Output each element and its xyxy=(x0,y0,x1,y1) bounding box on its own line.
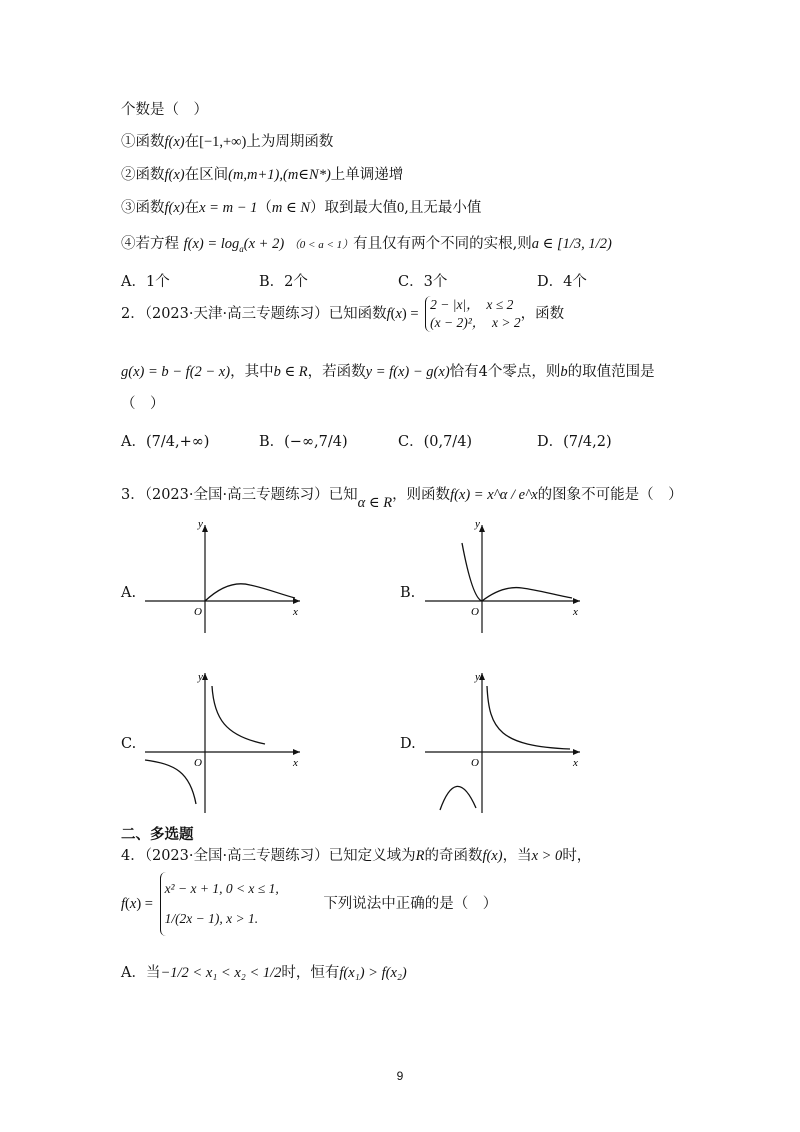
q2-piecewise: 2 − |x|， x ≤ 2 (x − 2)²， x > 2 xyxy=(425,296,521,332)
graph-b-x-label: x xyxy=(573,606,578,618)
graph-a xyxy=(140,515,310,635)
q2-option-c[interactable]: C．(0,7/4) xyxy=(398,434,473,450)
graph-a-x-label: x xyxy=(293,606,298,618)
graph-b-curve-right xyxy=(482,588,572,601)
graph-b-curve-left xyxy=(462,543,482,601)
graph-d-y-label: y xyxy=(475,671,480,683)
q2-option-b[interactable]: B．(−∞,7/4) xyxy=(259,434,348,450)
graph-a-curve xyxy=(205,584,295,601)
graph-a-origin: O xyxy=(194,606,202,618)
q1-statement-2: ②函数f(x)在区间(m,m+1),(m∈N*)上单调递增 xyxy=(121,167,404,183)
q2-question-line-1: 2．（2023·天津·高三专题练习）已知函数f(x) = 2 − |x|， x ≤ 2 (x − 2)²， x > 2，函数 xyxy=(121,297,565,330)
q4-option-a[interactable]: A．当−1/2 < x₁ < x₂ < 1/2时，恒有f(x₁) > f(x₂) xyxy=(121,965,407,981)
graph-b xyxy=(420,515,590,635)
graph-b-label[interactable]: B. xyxy=(400,585,416,601)
arrow-icon xyxy=(573,749,580,755)
q1-option-d[interactable]: D．4个 xyxy=(537,274,587,290)
q1-option-a[interactable]: A．1个 xyxy=(121,274,170,290)
graph-c-label[interactable]: C. xyxy=(121,736,137,752)
graph-d xyxy=(420,668,590,818)
arrow-icon xyxy=(479,525,485,532)
graph-c-y-label: y xyxy=(198,671,203,683)
q1-statement-1: ①函数f(x)在[−1,+∞)上为周期函数 xyxy=(121,134,334,150)
q4-piecewise: x² − x + 1, 0 < x ≤ 1, 1/(2x − 1), x > 1. xyxy=(160,872,279,936)
arrow-icon xyxy=(202,525,208,532)
graph-d-origin: O xyxy=(471,757,479,769)
graph-d-curve-left xyxy=(440,786,476,810)
graph-c xyxy=(140,668,310,818)
graph-b-y-label: y xyxy=(475,518,480,530)
graph-d-label[interactable]: D. xyxy=(400,736,416,752)
graph-a-label[interactable]: A. xyxy=(121,585,137,601)
intro-line: 个数是（ ） xyxy=(121,102,208,118)
graph-b-origin: O xyxy=(471,606,479,618)
arrow-icon xyxy=(293,598,300,604)
arrow-icon xyxy=(293,749,300,755)
graph-c-x-label: x xyxy=(293,757,298,769)
graph-c-curve-right xyxy=(212,686,265,744)
q2-question-line-3: （ ） xyxy=(121,396,165,412)
arrow-icon xyxy=(479,673,485,680)
arrow-icon xyxy=(202,673,208,680)
q1-statement-3: ③函数f(x)在x = m − 1（m ∈ N）取到最大值0,且无最小值 xyxy=(121,200,482,216)
graph-a-y-label: y xyxy=(198,518,203,530)
q1-statement-4: ④若方程 $f(x) = \log_a(x + 2) (0 < a < 1)$有且仅有两个不同的实根,则a ∈ [1/3, 1/2) xyxy=(121,236,612,254)
graph-c-curve-left xyxy=(145,760,196,804)
graph-d-x-label: x xyxy=(573,757,578,769)
q4-piecewise-line: f(x) = x² − x + 1, 0 < x ≤ 1, 1/(2x − 1), x > 1. 下列说法中正确的是（ ） xyxy=(121,872,497,936)
graph-c-origin: O xyxy=(194,757,202,769)
q1-option-c[interactable]: C．3个 xyxy=(398,274,448,290)
q2-question-line-2: g(x) = b − f(2 − x)，其中b ∈ R，若函数y = f(x) − g(x)恰有4个零点，则b的取值范围是 xyxy=(121,364,655,380)
q4-question-line-1: 4．（2023·全国·高三专题练习）已知定义域为R的奇函数f(x)，当x > 0时， xyxy=(121,848,592,864)
q2-option-d[interactable]: D．(7/4,2) xyxy=(537,434,612,450)
arrow-icon xyxy=(573,598,580,604)
section-heading-multi-choice: 二、多选题 xyxy=(121,826,194,843)
q2-option-a[interactable]: A．(7/4,+∞) xyxy=(121,434,210,450)
graph-d-curve-right xyxy=(487,686,570,749)
page-number: 9 xyxy=(396,1069,404,1083)
q3-question-line: 3．（2023·全国·高三专题练习）已知α ∈ R，则函数f(x) = x^α / e^x的图象不可能是（ ） xyxy=(121,487,683,511)
q1-option-b[interactable]: B．2个 xyxy=(259,274,308,290)
